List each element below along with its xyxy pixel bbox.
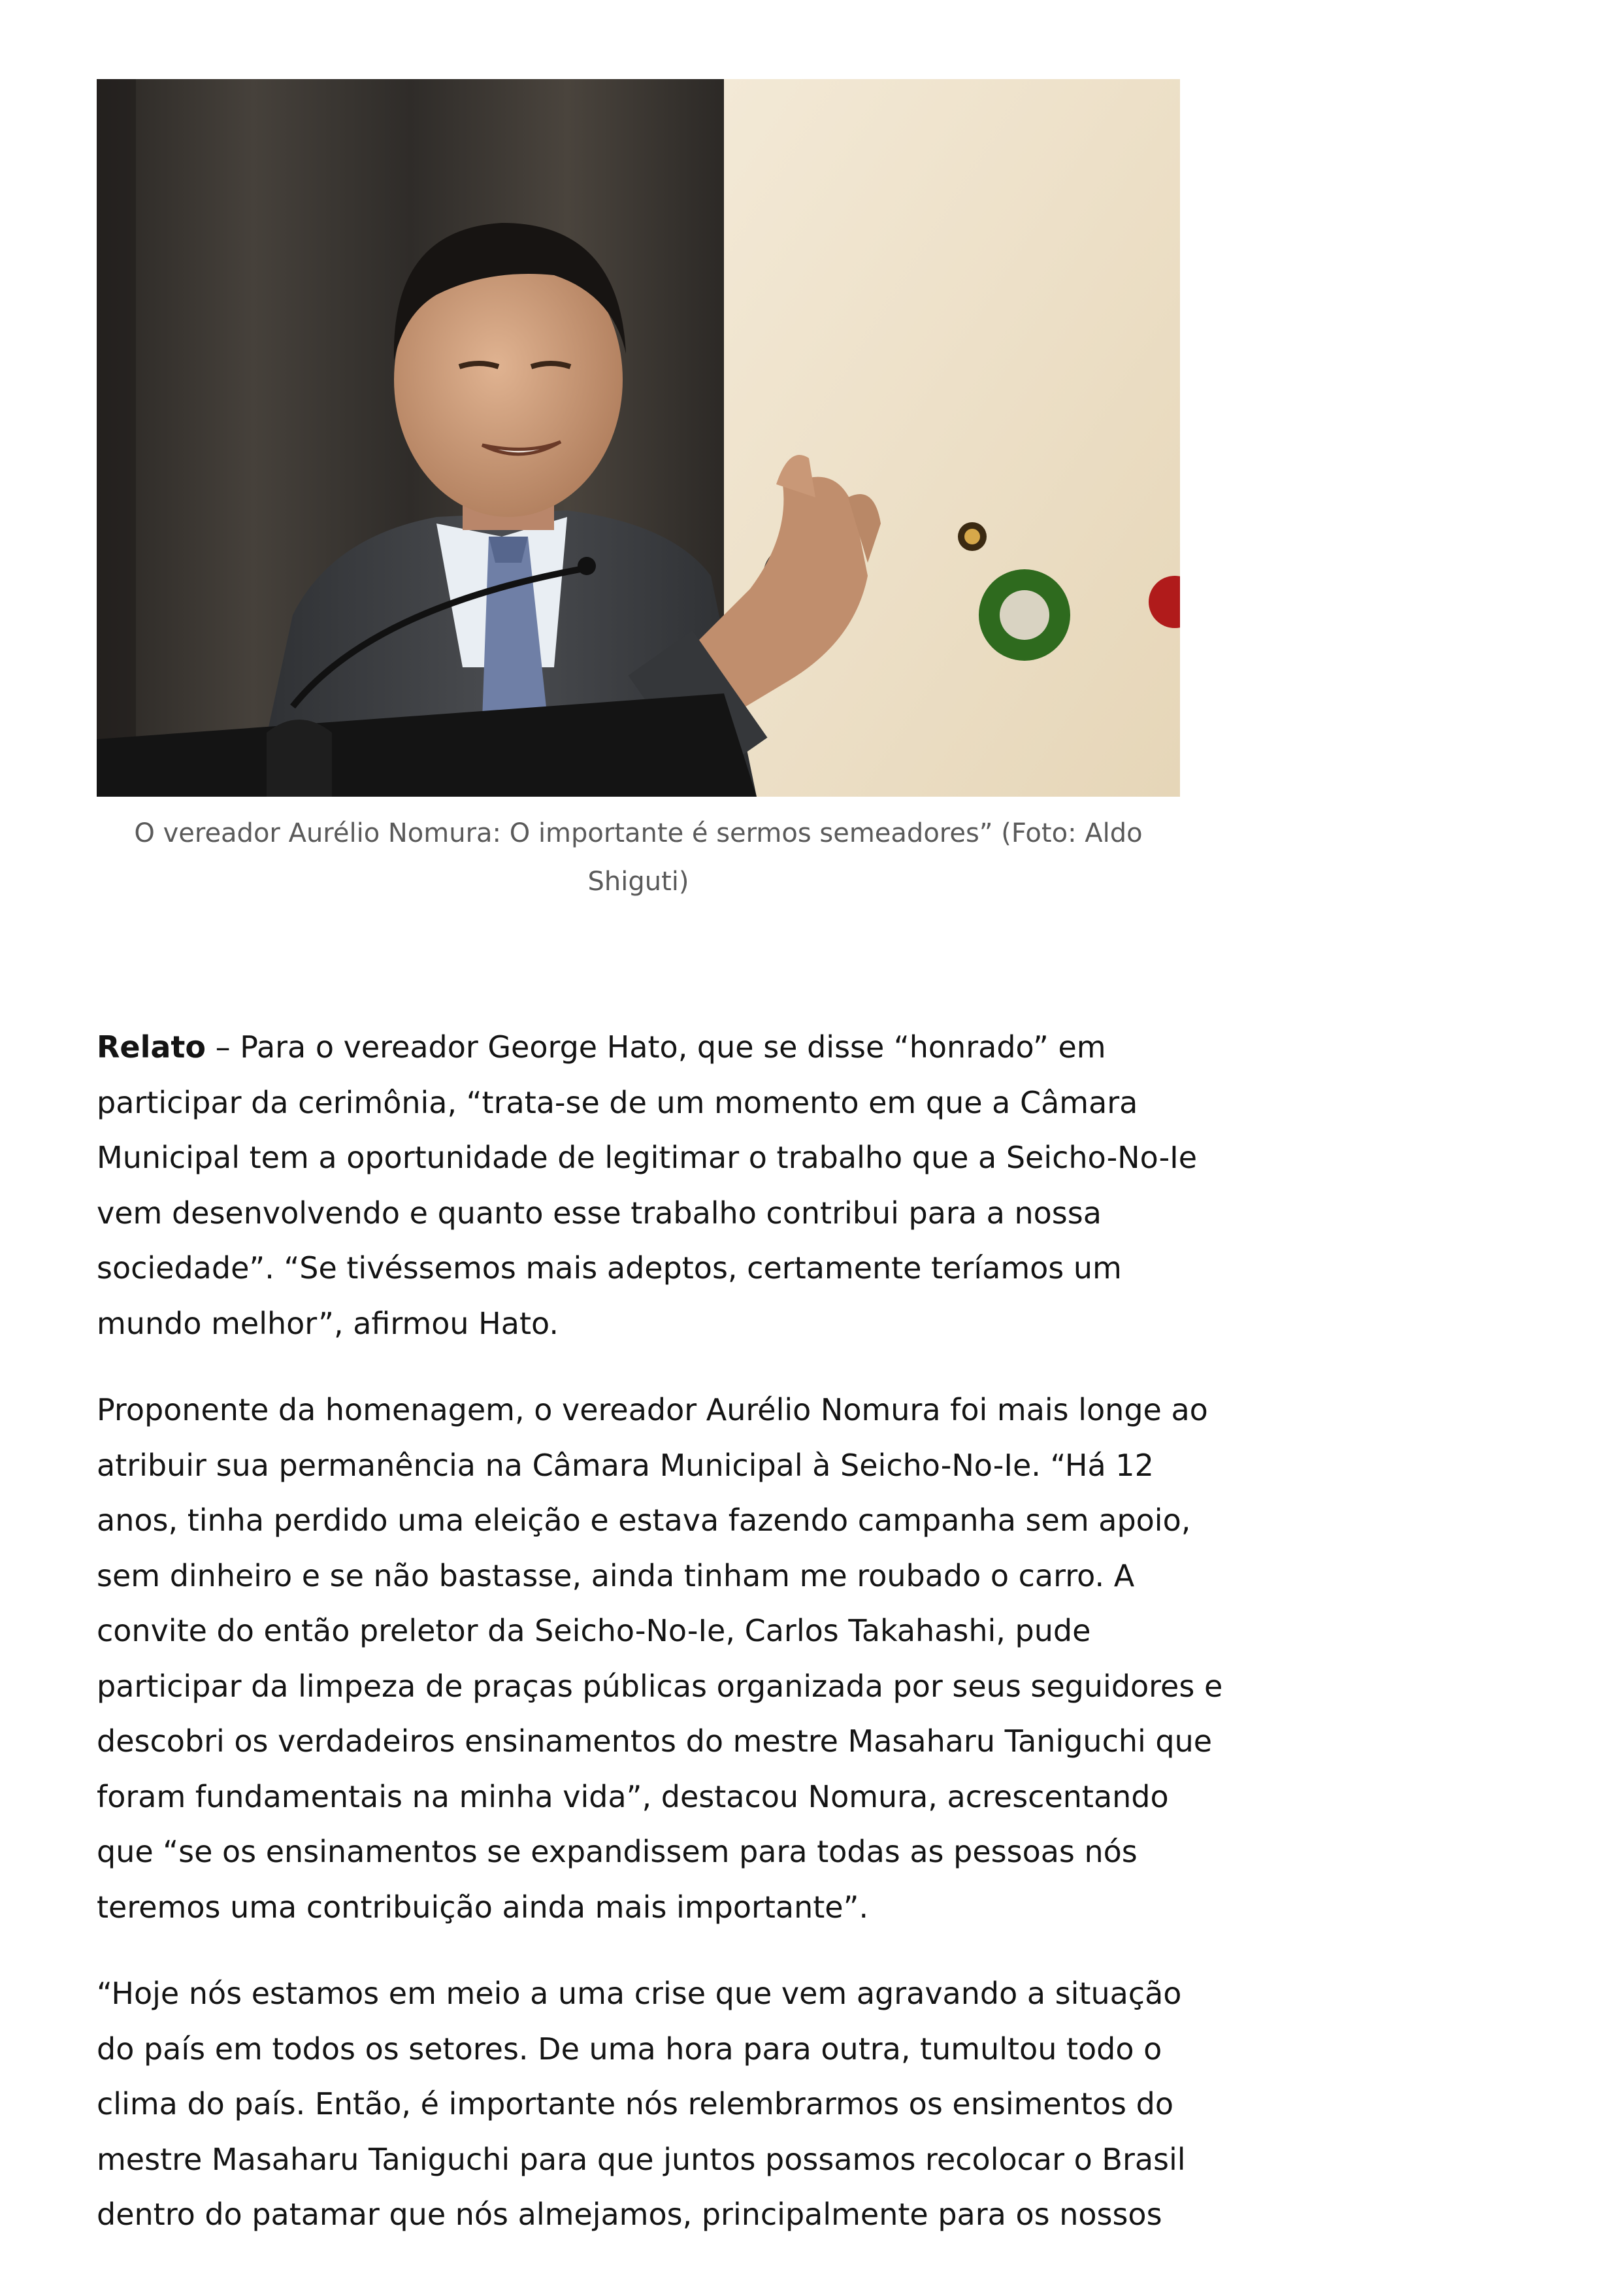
paragraph-line: sem dinheiro e se não bastasse, ainda tinham me roubado o carro. A — [97, 1557, 1135, 1593]
speaker-photo-illustration — [97, 79, 1180, 797]
paragraph-quote — [97, 1966, 1207, 2242]
photo-caption — [97, 809, 1180, 906]
lead-line-text: – Para o vereador George Hato, que se disse “honrado” em — [206, 1029, 1106, 1065]
paragraph-line: participar da limpeza de praças públicas organizada por seus seguidores e — [97, 1668, 1223, 1704]
paragraph-line: anos, tinha perdido uma eleição e estava fazendo campanha sem apoio, — [97, 1503, 1191, 1538]
paragraph-line: “Hoje nós estamos em meio a uma crise que vem agravando a situação — [97, 1976, 1182, 2011]
caption-line: Shiguti) — [587, 867, 689, 897]
paragraph-line — [97, 1020, 1207, 1075]
paragraph-line: Municipal tem a oportunidade de legitimar o trabalho que a Seicho-No-Ie — [97, 1140, 1198, 1175]
article-body — [97, 1020, 1223, 2274]
paragraph-line: descobri os verdadeiros ensinamentos do mestre Masaharu Taniguchi que — [97, 1723, 1213, 1759]
paragraph-line: clima do país. Então, é importante nós relembrarmos os ensimentos do — [97, 2086, 1173, 2121]
paragraph-line: atribuir sua permanência na Câmara Municipal à Seicho-No-Ie. “Há 12 — [97, 1447, 1154, 1483]
paragraph-line: dentro do patamar que nós almejamos, principalmente para os nossos — [97, 2197, 1162, 2232]
paragraph-line: Proponente da homenagem, o vereador Aurélio Nomura foi mais longe ao — [97, 1392, 1208, 1427]
paragraph-line: convite do então preletor da Seicho-No-Ie, Carlos Takahashi, pude — [97, 1613, 1091, 1648]
paragraph-line: participar da cerimônia, “trata-se de um momento em que a Câmara — [97, 1084, 1138, 1120]
paragraph-line: mundo melhor”, afirmou Hato. — [97, 1305, 559, 1341]
paragraph-proponente — [97, 1382, 1223, 1935]
paragraph-line: foram fundamentais na minha vida”, destacou Nomura, acrescentando — [97, 1778, 1169, 1814]
paragraph-line: do país em todos os setores. De uma hora para outra, tumultou todo o — [97, 2031, 1162, 2067]
paragraph-line: que “se os ensinamentos se expandissem para todas as pessoas nós — [97, 1834, 1138, 1869]
paragraph-line: mestre Masaharu Taniguchi para que juntos possamos recolocar o Brasil — [97, 2141, 1186, 2177]
paragraph-line: teremos uma contribuição ainda mais importante”. — [97, 1889, 869, 1925]
article-photo — [97, 79, 1180, 797]
lead-label: Relato — [97, 1029, 206, 1065]
paragraph-line: vem desenvolvendo e quanto esse trabalho contribui para a nossa — [97, 1195, 1102, 1231]
paragraph-relato — [97, 1020, 1207, 1351]
caption-line: O vereador Aurélio Nomura: O importante é sermos semeadores” (Foto: Aldo — [134, 818, 1143, 848]
paragraph-line: sociedade”. “Se tivéssemos mais adeptos, certamente teríamos um — [97, 1250, 1122, 1286]
